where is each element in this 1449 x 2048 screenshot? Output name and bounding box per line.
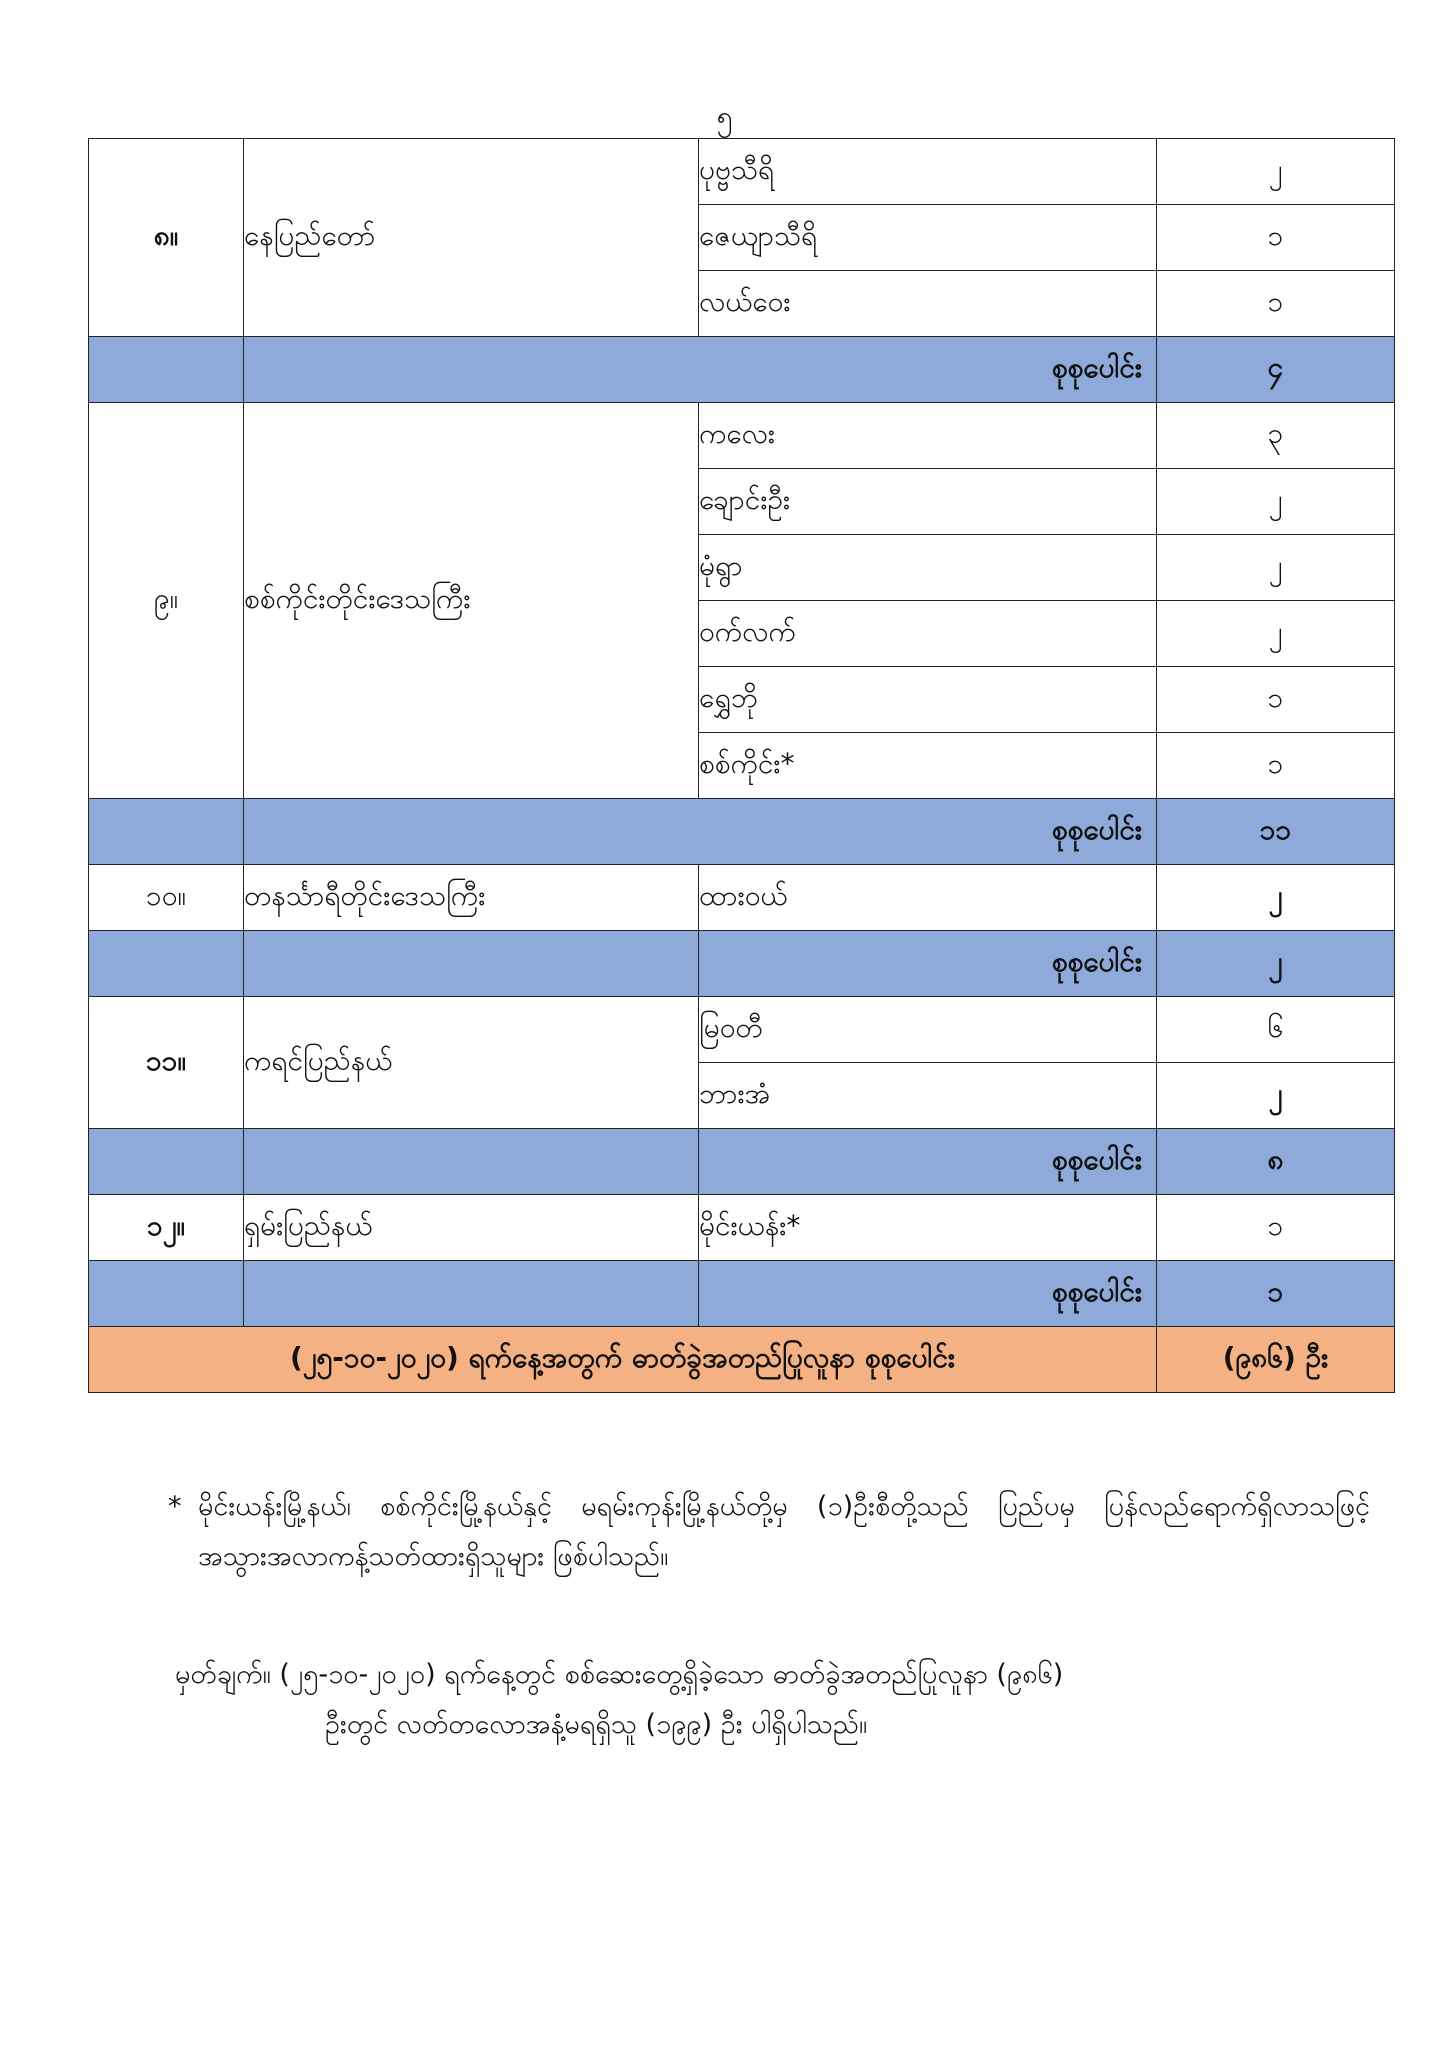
- subtotal-row: [89, 799, 1395, 865]
- page-number: ၅: [716, 100, 733, 133]
- case-count: ၁: [1157, 667, 1395, 733]
- township-name: ဝက်လက်: [699, 601, 1157, 667]
- footnote: [168, 1482, 1370, 1582]
- empty-cell: [244, 931, 699, 997]
- empty-cell: [89, 1129, 244, 1195]
- table-row: [89, 139, 1395, 205]
- township-name: ကလေး: [699, 403, 1157, 469]
- subtotal-value: ၁: [1157, 1261, 1395, 1327]
- covid-cases-table: [88, 138, 1395, 1393]
- region-number: ၈။: [89, 139, 244, 337]
- case-count: ၂: [1157, 601, 1395, 667]
- grand-total-value: (၉၈၆) ဦး: [1157, 1327, 1395, 1393]
- empty-cell: [89, 931, 244, 997]
- township-name: လယ်ဝေး: [699, 271, 1157, 337]
- township-name: မုံရွာ: [699, 535, 1157, 601]
- township-name: ပုဗ္ဗသီရိ: [699, 139, 1157, 205]
- table-row: [89, 865, 1395, 931]
- township-name: ထားဝယ်: [699, 865, 1157, 931]
- case-count: ၁: [1157, 271, 1395, 337]
- township-name: ရွှေဘို: [699, 667, 1157, 733]
- grand-total-row: [89, 1327, 1395, 1393]
- region-name: စစ်ကိုင်းတိုင်းဒေသကြီး: [244, 403, 699, 799]
- township-name: စစ်ကိုင်း*: [699, 733, 1157, 799]
- remark: [175, 1650, 1375, 1750]
- table-row: [89, 1195, 1395, 1261]
- township-name: မြဝတီ: [699, 997, 1157, 1063]
- subtotal-value: ၂: [1157, 931, 1395, 997]
- empty-cell: [244, 1129, 699, 1195]
- subtotal-label: စုစုပေါင်း: [699, 931, 1157, 997]
- subtotal-value: ၁၁: [1157, 799, 1395, 865]
- subtotal-value: ၈: [1157, 1129, 1395, 1195]
- case-count: ၂: [1157, 865, 1395, 931]
- region-number: ၁၁။: [89, 997, 244, 1129]
- case-count: ၂: [1157, 139, 1395, 205]
- subtotal-label: စုစုပေါင်း: [244, 799, 1157, 865]
- table-row: [89, 403, 1395, 469]
- remark-line-1: မှတ်ချက်။ (၂၅-၁၀-၂၀၂၀) ရက်နေ့တွင် စစ်ဆေးတွေ့ရှိခဲ့သော ဓာတ်ခွဲအတည်ပြုလူနာ (၉၈၆): [175, 1659, 1064, 1690]
- region-number: ၁၂။: [89, 1195, 244, 1261]
- subtotal-row: [89, 1129, 1395, 1195]
- empty-cell: [89, 1261, 244, 1327]
- township-name: ဘားအံ: [699, 1063, 1157, 1129]
- case-count: ၂: [1157, 1063, 1395, 1129]
- empty-cell: [244, 1261, 699, 1327]
- case-count: ၁: [1157, 1195, 1395, 1261]
- region-name: ရှမ်းပြည်နယ်: [244, 1195, 699, 1261]
- footnote-marker: *: [168, 1491, 182, 1522]
- region-name: နေပြည်တော်: [244, 139, 699, 337]
- township-name: ချောင်းဦး: [699, 469, 1157, 535]
- case-count: ၃: [1157, 403, 1395, 469]
- township-name: ဇေယျာသီရိ: [699, 205, 1157, 271]
- subtotal-label: စုစုပေါင်း: [699, 1129, 1157, 1195]
- case-count: ၁: [1157, 205, 1395, 271]
- footnote-text: မိုင်းယန်းမြို့နယ်၊ စစ်ကိုင်းမြို့နယ်နှင့် မရမ်းကုန်းမြို့နယ်တို့မှ (၁)ဦးစီတို့သည် ပြည်ပမှ ပြန်လည်ရောက်ရှိလာသဖြင့် အသွားအလာကန့်သတ်ထားရှိသူများ ဖြစ်ပါသည်။: [198, 1491, 1370, 1572]
- subtotal-label: စုစုပေါင်း: [699, 1261, 1157, 1327]
- case-count: ၂: [1157, 535, 1395, 601]
- subtotal-row: [89, 1261, 1395, 1327]
- grand-total-label: (၂၅-၁၀-၂၀၂၀) ရက်နေ့အတွက် ဓာတ်ခွဲအတည်ပြုလူနာ စုစုပေါင်း: [89, 1327, 1157, 1393]
- empty-cell: [89, 337, 244, 403]
- region-name: ကရင်ပြည်နယ်: [244, 997, 699, 1129]
- table-row: [89, 997, 1395, 1063]
- case-count: ၂: [1157, 469, 1395, 535]
- region-number: ၉။: [89, 403, 244, 799]
- case-count: ၆: [1157, 997, 1395, 1063]
- subtotal-row: [89, 337, 1395, 403]
- case-count: ၁: [1157, 733, 1395, 799]
- subtotal-value: ၄: [1157, 337, 1395, 403]
- subtotal-row: [89, 931, 1395, 997]
- region-name: တနင်္သာရီတိုင်းဒေသကြီး: [244, 865, 699, 931]
- subtotal-label: စုစုပေါင်း: [244, 337, 1157, 403]
- remark-line-2: ဦးတွင် လတ်တလောအနံ့မရရှိသူ (၁၉၉) ဦး ပါရှိပါသည်။: [325, 1709, 868, 1740]
- empty-cell: [89, 799, 244, 865]
- township-name: မိုင်းယန်း*: [699, 1195, 1157, 1261]
- region-number: ၁၀။: [89, 865, 244, 931]
